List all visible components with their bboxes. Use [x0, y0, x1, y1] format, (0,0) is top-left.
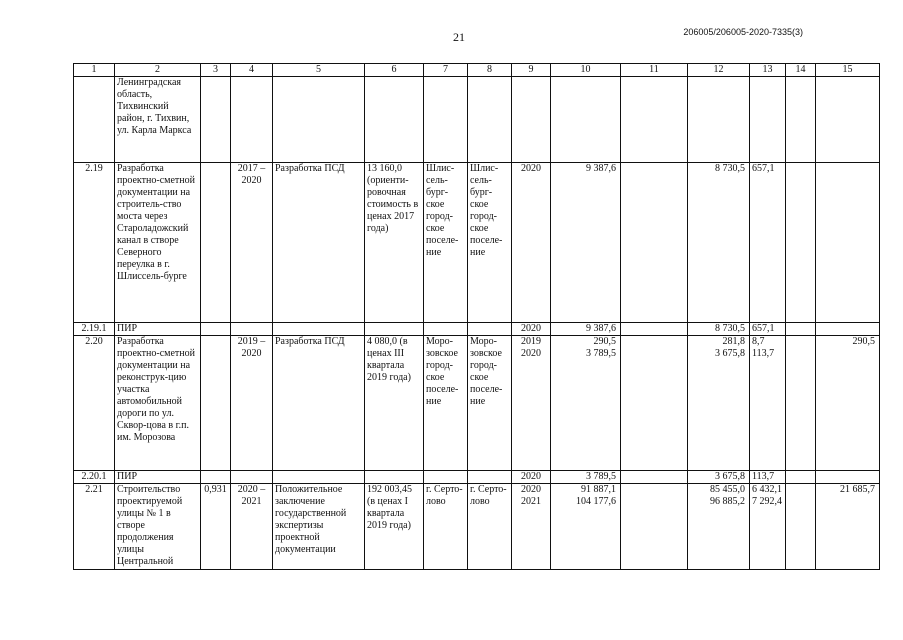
customer: Моро-зовское город-ское поселе-ние [468, 336, 512, 471]
total-amount: 9 387,6 [551, 163, 621, 323]
object-name: ПИР [115, 471, 201, 484]
amount-value: 104 177,6 [576, 496, 616, 507]
year-value: 2019 [521, 336, 541, 347]
year [512, 484, 551, 570]
local-amount: 113,7 [750, 471, 786, 484]
col-header: 5 [273, 64, 365, 77]
investment-table [73, 63, 880, 570]
total-amount [551, 484, 621, 570]
col-header: 8 [468, 64, 512, 77]
col-header: 3 [201, 64, 231, 77]
table-row [74, 163, 880, 323]
object-name: Разработка проектно-сметной документации на реконструк-цию участка автомобильной дороги по ул. Сквор-цова в г.п. им. Морозова [115, 336, 201, 471]
col-header: 4 [231, 64, 273, 77]
year [512, 336, 551, 471]
municipality: Моро-зовское город-ское поселе-ние [424, 336, 468, 471]
stage: Разработка ПСД [273, 163, 365, 323]
col-header: 10 [551, 64, 621, 77]
table-row [74, 484, 880, 570]
extra-amount: 290,5 [816, 336, 880, 471]
col-header: 1 [74, 64, 115, 77]
col-header: 2 [115, 64, 201, 77]
amount-value: 96 885,2 [710, 496, 745, 507]
cost: 192 003,45 (в ценах I квартала 2019 года) [365, 484, 424, 570]
column-number-row [74, 64, 880, 77]
regional-amount: 8 730,5 [688, 323, 750, 336]
col-header: 14 [786, 64, 816, 77]
period: 2019 – 2020 [231, 336, 273, 471]
row-number: 2.20.1 [74, 471, 115, 484]
col-header: 7 [424, 64, 468, 77]
amount-value: 91 887,1 [581, 484, 616, 495]
local-amount: 657,1 [750, 323, 786, 336]
total-amount: 3 789,5 [551, 471, 621, 484]
object-name: Разработка проектно-сметной документации на строитель-ство моста через Староладожский канал в створе Северного переулка в г. Шлиссель-бурге [115, 163, 201, 323]
year: 2020 [512, 471, 551, 484]
local-amount: 657,1 [750, 163, 786, 323]
total-amount [551, 336, 621, 471]
row-number: 2.19 [74, 163, 115, 323]
amount-value: 3 675,8 [715, 348, 745, 359]
regional-amount: 8 730,5 [688, 163, 750, 323]
table-row [74, 323, 880, 336]
row-number: 2.20 [74, 336, 115, 471]
col-header: 12 [688, 64, 750, 77]
table-row [74, 77, 880, 163]
table-row [74, 471, 880, 484]
amount-value: 6 432,1 [752, 484, 782, 495]
object-name: Ленинградская область, Тихвинский район, г. Тихвин, ул. Карла Маркса [115, 77, 201, 163]
amount-value: 290,5 [593, 336, 616, 347]
regional-amount [688, 336, 750, 471]
cost: 4 080,0 (в ценах III квартала 2019 года) [365, 336, 424, 471]
period: 2020 – 2021 [231, 484, 273, 570]
stage: Разработка ПСД [273, 336, 365, 471]
year: 2020 [512, 323, 551, 336]
extra-amount: 21 685,7 [816, 484, 880, 570]
year: 2020 [512, 163, 551, 323]
regional-amount [688, 484, 750, 570]
stage: Положительное заключение государственной экспертизы проектной документации [273, 484, 365, 570]
table-row [74, 336, 880, 471]
amount-value: 85 455,0 [710, 484, 745, 495]
col-header: 6 [365, 64, 424, 77]
object-name: Строительство проектируемой улицы № 1 в створе продолжения улицы Центральной [115, 484, 201, 570]
year-value: 2020 [521, 348, 541, 359]
col-header: 15 [816, 64, 880, 77]
year-value: 2020 [521, 484, 541, 495]
customer: Шлис-сель-бург-ское город-ское поселе-ние [468, 163, 512, 323]
amount-value: 281,8 [722, 336, 745, 347]
local-amount [750, 484, 786, 570]
col-header: 9 [512, 64, 551, 77]
page-number: 21 [453, 30, 465, 44]
amount-value: 3 789,5 [586, 348, 616, 359]
row-number: 2.21 [74, 484, 115, 570]
col-header: 13 [750, 64, 786, 77]
object-name: ПИР [115, 323, 201, 336]
amount-value: 8,7 [752, 336, 765, 347]
amount-value: 7 292,4 [752, 496, 782, 507]
customer: г. Серто-лово [468, 484, 512, 570]
length: 0,931 [201, 484, 231, 570]
document-id: 206005/206005-2020-7335(3) [683, 27, 803, 37]
municipality: Шлис-сель-бург-ское город-ское поселе-ние [424, 163, 468, 323]
local-amount [750, 336, 786, 471]
regional-amount: 3 675,8 [688, 471, 750, 484]
period: 2017 – 2020 [231, 163, 273, 323]
total-amount: 9 387,6 [551, 323, 621, 336]
amount-value: 113,7 [752, 348, 775, 359]
col-header: 11 [621, 64, 688, 77]
row-number: 2.19.1 [74, 323, 115, 336]
municipality: г. Серто-лово [424, 484, 468, 570]
year-value: 2021 [521, 496, 541, 507]
cost: 13 160,0 (ориенти-ровочная стоимость в ценах 2017 года) [365, 163, 424, 323]
